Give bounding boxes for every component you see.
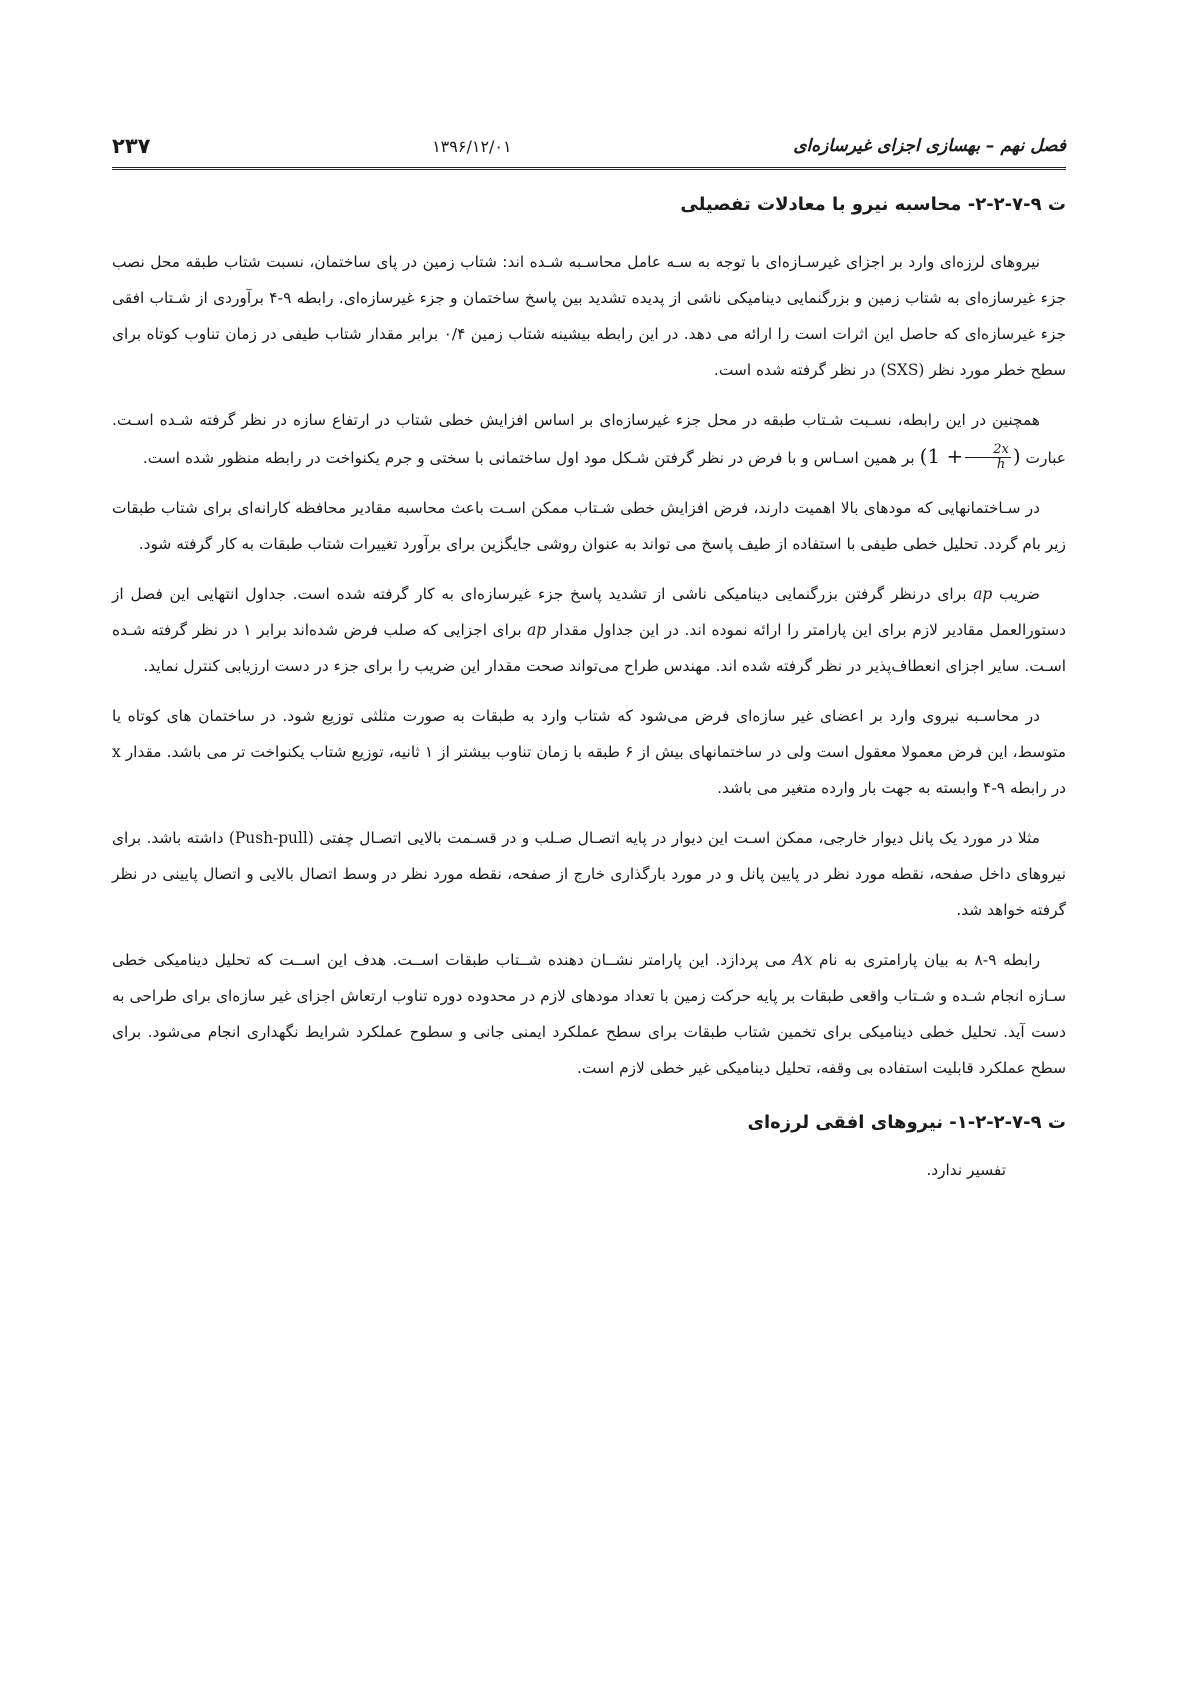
paragraph-5 (112, 698, 1066, 806)
page-body (112, 190, 1066, 1202)
paragraph-2-text-a: همچنین در این رابطه، نسـبت شـتاب طبقه در محل جزء غیرسازه‌ای بر اساس افزایش خطی شتاب در ارتفاع سازه در نظر گرفته شـده اسـت. عبارت (112, 411, 1066, 467)
paragraph-5-text-b: در رابطه ۹-۴ وابسته به جهت بار وارده متغیر می باشد. (717, 779, 1066, 797)
symbol-ap-2: ap (527, 621, 547, 639)
page-header (112, 128, 1066, 164)
paragraph-4-text-a: ضریب (999, 585, 1040, 603)
header-rule (112, 167, 1066, 170)
paragraph-2 (112, 402, 1066, 476)
paragraph-4-text-c: برای اجزایی که صلب فرض شده‌اند برابر ۱ در نظر گرفته شـده اسـت. سایر اجزای انعطاف‌پذیر در نظر گرفته شده اند. مهندس طراح می‌تواند صحت مقدار این ضریب را برای جزء در دست ارزیابی کنترل نماید. (112, 621, 1066, 675)
paragraph-7-text-b: می پردازد. این پارامتر نشــان دهنده شــتاب طبقات اســت. هدف این اســت که تحلیل دینامیکی خطی سـازه انجام شـده و شـتاب واقعی طبقات بر پایه حرکت زمین با تعداد مودهای لازم در محدوده دوره تناوب ارتعاش اجزای غیر سازه‌ای برای طراحی به دست آید. تحلیل خطی دینامیکی برای تخمین شتاب طبقات برای سطح عملکرد ایمنی جانی و سطوح عملکرد شرایط نگهداری انجام می‌شود. برای سطح عملکرد قابلیت استفاده بی وقفه، تحلیل دینامیکی غیر خطی لازم است. (112, 951, 1066, 1077)
page-number: ۲۳۷ (112, 134, 151, 158)
push-pull-term: (Push-pull) (228, 829, 314, 847)
paragraph-6-text-a: مثلا در مورد یک پانل دیوار خارجی، ممکن اسـت این دیوار در پایه اتصـال صـلب و در قسـمت بالایی اتصـال چفتی (319, 829, 1040, 847)
formula-right: ) (1012, 444, 1021, 468)
paragraph-2-text-b: بر همین اسـاس و با فرض در نظر گرفتن شـکل مود اول ساختمانی با سختی و جرم یکنواخت در رابطه منظور شده است. (142, 449, 915, 467)
paragraph-7-text-a: رابطه ۹-۸ به بیان پارامتری به نام (819, 951, 1041, 969)
paragraph-6-text-b: داشته باشد. برای نیروهای داخل صفحه، نقطه مورد نظر در پایین پانل و در مورد بارگذاری خارج از صفحه، نقطه مورد نظر در وسط اتصال بالایی و اتصال پایینی در نظر گرفته خواهد شد. (112, 829, 1066, 919)
paragraph-1 (112, 244, 1066, 388)
formula-fraction (965, 443, 1011, 472)
paragraph-1-text-a: نیروهای لرزه‌ای وارد بر اجزای غیرسـازه‌ای با توجه به سـه عامل محاسـبه شـده اند: شتاب زمین در پای ساختمان، نسبت شتاب طبقه محل نصب جزء غیرسازه‌ای به شتاب زمین و بزرگنمایی دینامیکی ناشی از پدیده تشدید بین پاسخ ساختمان و جزء غیرسازه‌ای. رابطه ۹-۴ برآوردی از شـتاب افقی جزء غیرسازه‌ای که حاصل این اثرات است را ارائه می دهد. در این رابطه بیشینه شتاب زمین ۰/۴ برابر مقدار شتاب طیفی در زمان تناوب کوتاه برای سطح خطر مورد نظر (112, 253, 1066, 379)
fraction-numerator: 2x (965, 443, 1011, 458)
paragraph-6 (112, 820, 1066, 928)
paragraph-7 (112, 942, 1066, 1086)
paragraph-1-text-b: در نظر گرفته شده است. (713, 361, 876, 379)
section-heading: ت ۹-۷-۲-۲- محاسبه نیرو با معادلات تفصیلی (680, 194, 1066, 215)
symbol-x: x (112, 743, 121, 761)
fraction-denominator: h (996, 457, 1006, 472)
symbol-ap-1: ap (973, 585, 993, 603)
chapter-title: فصل نهم – بهسازی اجزای غیرسازه‌ای (793, 136, 1066, 156)
subsection-text: تفسیر ندارد. (926, 1161, 1006, 1179)
formula-expression (919, 442, 1021, 472)
paragraph-4-text-b: برای درنظر گرفتن بزرگنمایی دینامیکی ناشی از تشدید پاسخ جزء غیرسازه‌ای به کار گرفته شده است. جداول انتهایی این فصل از دستورالعمل مقادیر لازم برای این پارامتر را ارائه نموده اند. در این جداول مقدار (112, 585, 1066, 639)
symbol-ax: Ax (792, 951, 813, 969)
paragraph-4 (112, 576, 1066, 684)
paragraph-5-text-a: در محاسـبه نیروی وارد بر اعضای غیر سازه‌ای فرض می‌شود که شتاب وارد به طبقات به صورت مثلثی توزیع شود. در ساختمان های کوتاه یا متوسط، این فرض معمولا معقول است ولی در ساختمانهای بیش از ۶ طبقه با زمان تناوب بیشتر از ۱ ثانیه، توزیع شتاب یکنواخت تر می باشد. مقدار (112, 707, 1066, 761)
formula-left: (1 + (919, 444, 964, 468)
paragraph-3: در سـاختمانهایی که مودهای بالا اهمیت دارند، فرض افزایش خطی شـتاب ممکن اسـت باعث محاسبه مقادیر محافظه کارانه‌ای برای شتاب طبقات زیر بام گردد. تحلیل خطی طیفی با استفاده از طیف پاسخ می تواند به عنوان روشی جایگزین برای برآورد تغییرات شتاب طبقات به کار گرفته شود. (112, 499, 1066, 553)
subsection-heading: ت ۹-۷-۲-۲-۱- نیروهای افقی لرزه‌ای (747, 1112, 1066, 1133)
symbol-sxs: (SXS) (880, 361, 925, 379)
header-date: ۱۳۹۶/۱۲/۰۱ (432, 136, 512, 156)
